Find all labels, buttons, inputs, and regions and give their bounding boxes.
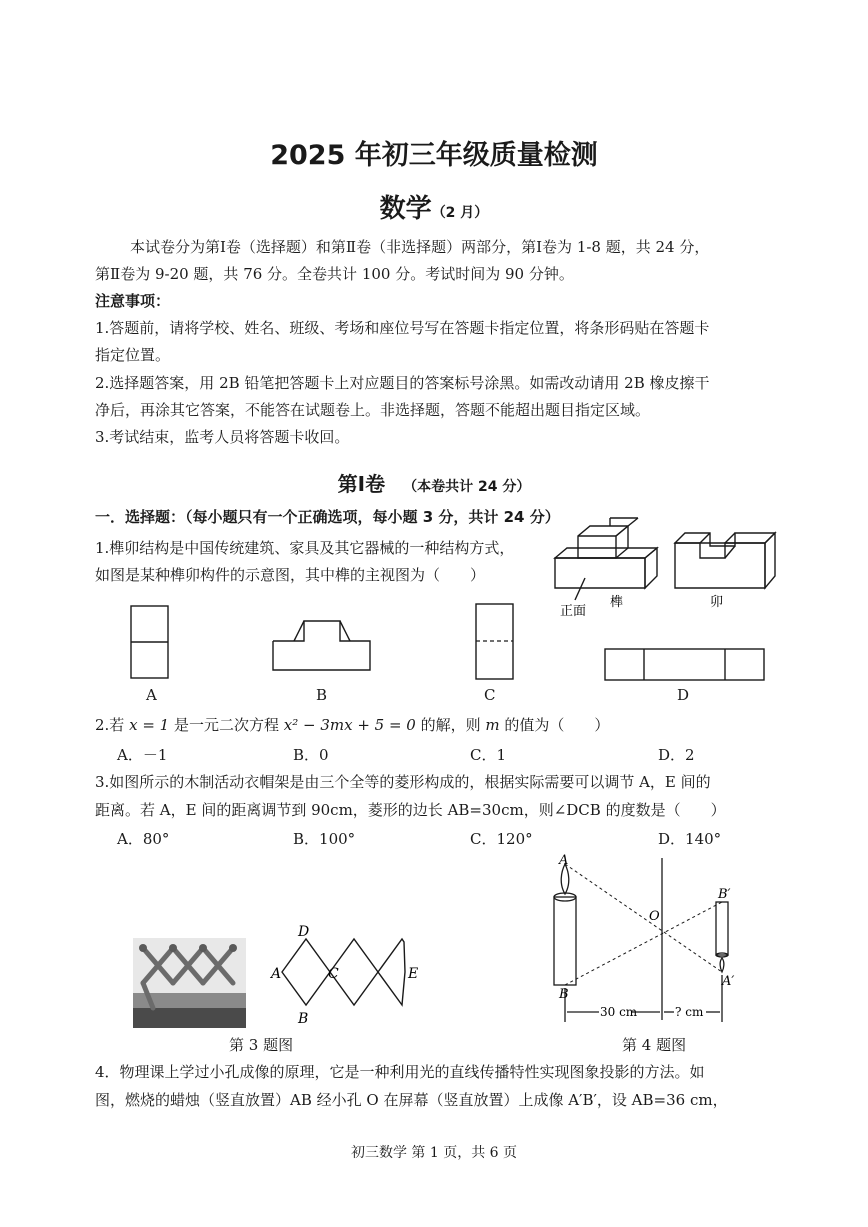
q3-rhombus-figure [270, 922, 425, 1027]
q1-line-2: 如图是某种榫卯构件的示意图，其中榫的主视图为（ ） [95, 566, 486, 584]
q2-var: m [485, 716, 500, 734]
q1-option-a-label: A [146, 686, 157, 704]
q4-line-1: 4．物理课上学过小孔成像的原理，它是一种利用光的直线传播特性实现图象投影的方法。如 [95, 1063, 705, 1081]
q4-pinhole-figure [545, 850, 745, 1025]
q4-label-a-prime: A′ [722, 974, 735, 989]
section-heading [0, 468, 868, 497]
q4-label-a: A [559, 853, 569, 868]
q3-option-c: C．120° [470, 830, 533, 848]
part-one-heading: 一．选择题：（每小题只有一个正确选项，每小题 3 分，共计 24 分） [95, 508, 560, 526]
notice-line-3: 2.选择题答案，用 2B 铅笔把答题卡上对应题目的答案标号涂黑。如需改动请用 2B 橡皮擦干 [95, 374, 710, 392]
q3-coat-rack-photo [133, 938, 246, 1028]
subject-note: （2 月） [431, 205, 489, 221]
q2-eq2: x² − 3mx + 5 = 0 [283, 716, 416, 734]
q2-option-a: A．－1 [117, 746, 168, 764]
q4-label-b-prime: B′ [718, 887, 731, 902]
q3-option-a: A．80° [117, 830, 170, 848]
exam-title: 2025 年初三年级质量检测 [270, 140, 598, 171]
q2-stem [95, 714, 609, 736]
q1-option-a-figure [130, 605, 170, 680]
q2-mid: 是一元二次方程 [169, 716, 284, 734]
q3-option-b: B．100° [293, 830, 356, 848]
q2-eq1: x = 1 [129, 716, 170, 734]
q2-option-c: C．1 [470, 746, 507, 764]
notice-line-1: 1.答题前，请将学校、姓名、班级、考场和座位号写在答题卡指定位置，将条形码贴在答题卡 [95, 319, 710, 337]
q4-fig-caption: 第 4 题图 [622, 1036, 687, 1054]
q1-option-d-label: D [677, 686, 690, 704]
q3-option-d: D．140° [658, 830, 722, 848]
q2-post: 的解，则 [415, 716, 486, 734]
q3-label-e: E [408, 966, 419, 982]
q4-label-b: B [559, 987, 569, 1002]
q3-fig-caption: 第 3 题图 [229, 1036, 294, 1054]
q3-label-c: C [328, 966, 339, 982]
q4-label-o: O [649, 909, 660, 924]
q1-front-label: 正面 [560, 604, 587, 619]
q3-label-b: B [298, 1011, 309, 1027]
q3-line-2: 距离。若 A，E 间的距离调节到 90cm，菱形的边长 AB=30cm，则∠DCB 的度数是（ ） [95, 801, 726, 819]
subject-name: 数学 [379, 194, 432, 224]
notice-line-2: 指定位置。 [95, 346, 171, 364]
q3-line-1: 3.如图所示的木制活动衣帽架是由三个全等的菱形构成的，根据实际需要可以调节 A，E 间的 [95, 773, 711, 791]
q1-option-b-label: B [316, 686, 328, 704]
section-title: 第Ⅰ卷 [337, 472, 386, 496]
q2-option-b: B．0 [293, 746, 329, 764]
q1-option-d-figure [604, 648, 766, 682]
subject-title [0, 188, 868, 225]
q1-option-b-figure [272, 620, 372, 672]
q1-mortise-label: 卯 [710, 595, 724, 610]
intro-line-2: 第Ⅱ卷为 9-20 题，共 76 分。全卷共计 100 分。考试时间为 90 分钟。 [95, 265, 574, 283]
q1-tenon-label: 榫 [610, 595, 624, 610]
page-footer: 初三数学 第 1 页，共 6 页 [350, 1145, 518, 1161]
q4-dist-2: ? cm [675, 1005, 704, 1019]
section-sub: （本卷共计 24 分） [403, 479, 531, 495]
notice-line-5: 3.考试结束，监考人员将答题卡收回。 [95, 428, 350, 446]
q2-option-d: D．2 [658, 746, 695, 764]
q1-tenon-mortise-figure [550, 518, 790, 623]
q2-pre: 2.若 [95, 716, 130, 734]
notice-heading: 注意事项： [95, 292, 171, 310]
intro-line-1: 本试卷分为第Ⅰ卷（选择题）和第Ⅱ卷（非选择题）两部分，第Ⅰ卷为 1-8 题，共 24 分， [130, 238, 710, 256]
q1-option-c-label: C [484, 686, 496, 704]
q4-dist-1: 30 cm [600, 1005, 638, 1019]
q2-end: 的值为（ ） [499, 716, 610, 734]
q4-line-2: 图，燃烧的蜡烛（竖直放置）AB 经小孔 O 在屏幕（竖直放置）上成像 A′B′，设 AB=36 cm， [95, 1091, 728, 1109]
notice-line-4: 净后，再涂其它答案，不能答在试题卷上。非选择题，答题不能超出题目指定区域。 [95, 401, 651, 419]
q3-label-d: D [298, 924, 310, 940]
q1-line-1: 1.榫卯结构是中国传统建筑、家具及其它器械的一种结构方式， [95, 539, 515, 557]
q3-label-a: A [271, 966, 282, 982]
q1-option-c-figure [475, 603, 515, 681]
